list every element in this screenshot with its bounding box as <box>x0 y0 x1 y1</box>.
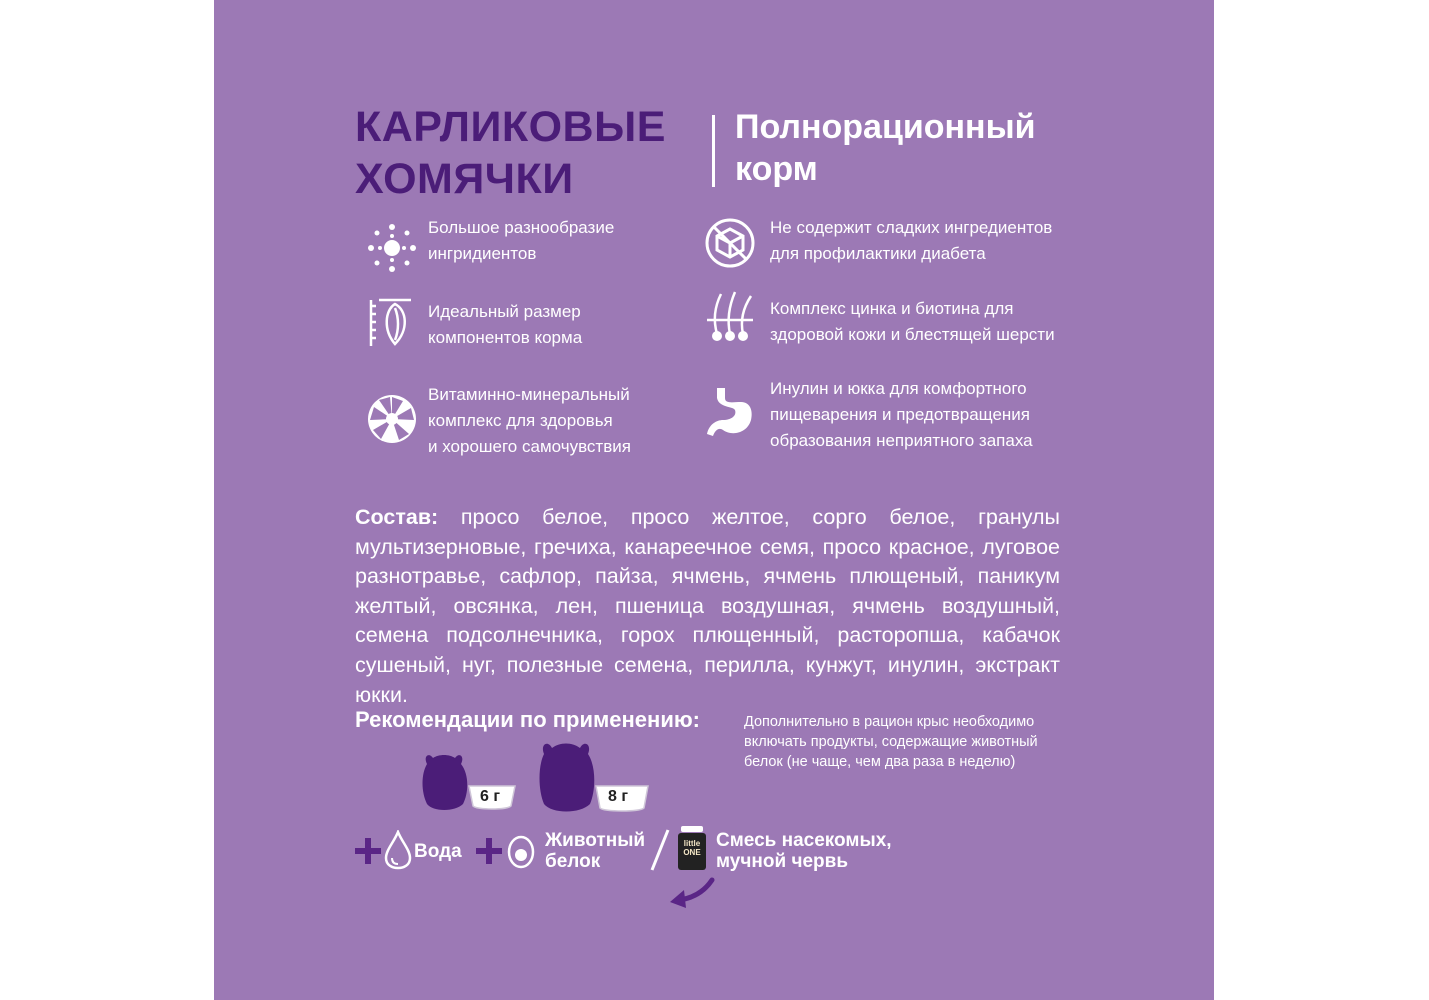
slash-divider <box>650 828 670 872</box>
feature-variety: Большое разнообразие ингридиентов <box>428 218 615 263</box>
plus-icon <box>476 838 502 864</box>
feature-vitamins: Витаминно-минеральный комплекс для здоровья и хорошего самочувствия <box>428 385 631 456</box>
water-label: Вода <box>414 841 462 862</box>
composition-ingredients: просо белое, просо желтое, сорго белое, гранулы мультизерновые, гречиха, канареечное семя, просо красное, луговое разнотравье, сафлор, пайза, ячмень, ячмень плющеный, паникум желтый, овсянка, лен, пшеница воздушная, ячмень воздушный, семена подсолнечника, горох плющенный, расторопша, кабачок сушеный, нуг, полезные семена, перилла, кунжут, инулин, экстракт юкки. <box>355 505 1060 707</box>
feature-size: Идеальный размер компонентов корма <box>428 302 583 347</box>
feature-no-sugar: Не содержит сладких ингредиентов для профилактики диабета <box>770 218 1053 263</box>
composition-label: Состав: <box>355 505 439 529</box>
egg-icon <box>506 830 536 870</box>
insects-label: Смесь насекомых, мучной червь <box>716 830 892 872</box>
water-drop-icon <box>384 830 412 870</box>
protein-note: Дополнительно в рацион крыс необходимо включать продукты, содержащие животный белок (не чаще, чем два раза в неделю) <box>744 714 1038 770</box>
sparkle-variety-icon <box>365 221 419 275</box>
hamster-small-icon <box>419 752 471 812</box>
feature-inulin-yucca: Инулин и юкка для комфортного пищеварения и предотвращения образования неприятного запаха <box>770 379 1033 450</box>
hair-follicle-icon <box>703 290 757 344</box>
stomach-icon <box>703 386 757 440</box>
portion-small: 6 г <box>480 788 501 805</box>
aperture-vitamin-icon <box>365 392 419 446</box>
title-divider <box>712 115 715 187</box>
seed-ruler-icon <box>365 296 419 350</box>
jar-brand-line1: little <box>683 839 701 848</box>
feature-zinc-biotin: Комплекс цинка и биотина для здоровой кожи и блестящей шерсти <box>770 299 1055 344</box>
insect-jar-icon <box>678 826 706 870</box>
product-subtitle: Полнорационный корм <box>735 108 1036 188</box>
jar-brand-line2: ONE <box>683 848 701 857</box>
product-title: КАРЛИКОВЫЕ ХОМЯЧКИ <box>355 103 666 203</box>
composition-text <box>355 503 1060 710</box>
arrow-icon <box>666 876 716 910</box>
hamster-large-icon <box>536 740 598 814</box>
product-panel <box>214 0 1214 1000</box>
protein-label: Животный белок <box>545 830 646 872</box>
plus-icon <box>355 838 381 864</box>
portion-large: 8 г <box>608 788 629 805</box>
no-sugar-icon <box>703 216 757 270</box>
recommendations-title: Рекомендации по применению: <box>355 707 700 732</box>
